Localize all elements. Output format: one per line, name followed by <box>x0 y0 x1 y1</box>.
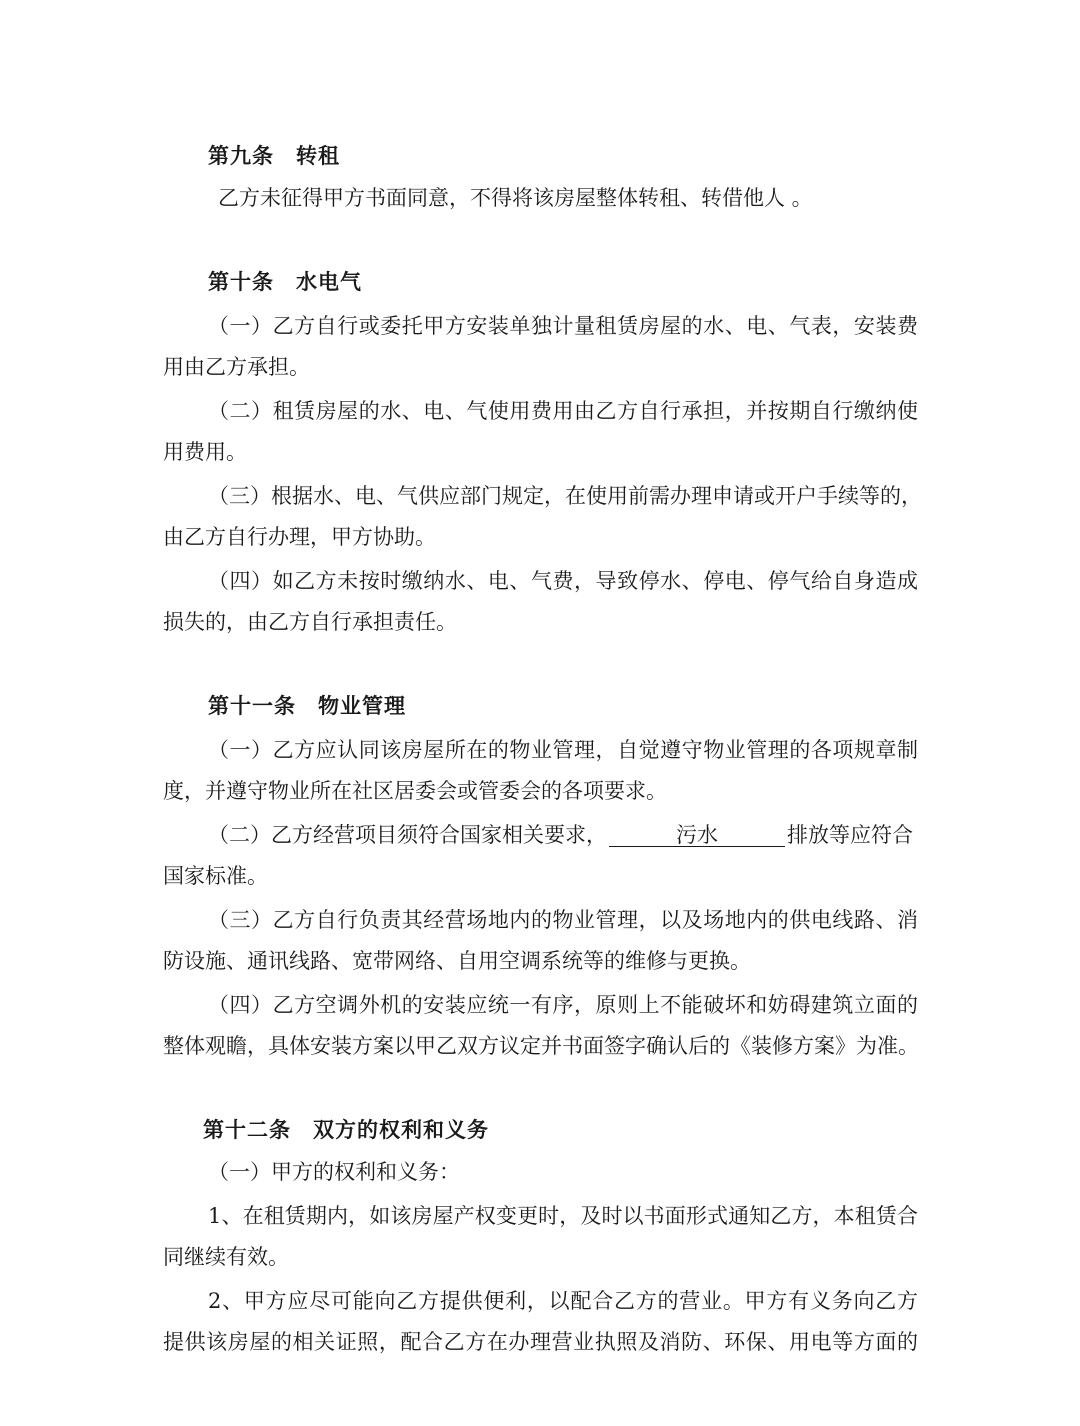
article-11-line: 国家标准。 <box>163 864 268 888</box>
article-10-line: （二）租赁房屋的水、电、气使用费用由乙方自行承担，并按期自行缴纳使 <box>208 399 918 423</box>
article-9-title: 转租 <box>296 143 340 168</box>
article-10-heading <box>208 266 362 296</box>
fill-in-blank-field: 污水 <box>609 824 785 847</box>
article-12-line: 2、甲方应尽可能向乙方提供便利，以配合乙方的营业。甲方有义务向乙方 <box>208 1289 918 1313</box>
article-10-line: 由乙方自行办理，甲方协助。 <box>163 525 436 549</box>
article-10-line: （三）根据水、电、气供应部门规定，在使用前需办理申请或开户手续等的， <box>208 484 922 508</box>
article-12-number: 第十二条 <box>203 1117 291 1142</box>
article-10-line: （四）如乙方未按时缴纳水、电、气费，导致停水、停电、停气给自身造成 <box>208 569 918 593</box>
article-11-title: 物业管理 <box>318 693 406 718</box>
article-12-line: 1、在租赁期内，如该房屋产权变更时，及时以书面形式通知乙方，本租赁合 <box>208 1204 918 1228</box>
article-10-title: 水电气 <box>296 269 362 294</box>
article-9-body: 乙方未征得甲方书面同意，不得将该房屋整体转租、转借他人 。 <box>218 186 813 210</box>
article-11-item-2-prefix: （二）乙方经营项目须符合国家相关要求， <box>208 823 607 847</box>
article-10-number: 第十条 <box>208 269 274 294</box>
article-12-heading <box>203 1114 489 1144</box>
article-10-line: 用由乙方承担。 <box>163 355 310 379</box>
article-11-line: 整体观瞻，具体安装方案以甲乙双方议定并书面签字确认后的《装修方案》为准。 <box>163 1034 919 1058</box>
article-11-item-2 <box>208 819 913 849</box>
article-11-line: （四）乙方空调外机的安装应统一有序，原则上不能破坏和妨碍建筑立面的 <box>208 993 918 1017</box>
article-11-heading <box>208 690 406 720</box>
article-10-line: 用费用。 <box>163 440 247 464</box>
article-11-item-2-suffix: 排放等应符合 <box>787 823 913 847</box>
article-11-line: 防设施、通讯线路、宽带网络、自用空调系统等的维修与更换。 <box>163 949 751 973</box>
article-9-number: 第九条 <box>208 143 274 168</box>
article-11-line: 度，并遵守物业所在社区居委会或管委会的各项要求。 <box>163 779 667 803</box>
article-10-line: 损失的，由乙方自行承担责任。 <box>163 610 457 634</box>
article-9-heading <box>208 140 340 170</box>
article-11-number: 第十一条 <box>208 693 296 718</box>
article-10-line: （一）乙方自行或委托甲方安装单独计量租赁房屋的水、电、气表，安装费 <box>208 314 918 338</box>
article-12-line: 提供该房屋的相关证照，配合乙方在办理营业执照及消防、环保、用电等方面的 <box>163 1330 918 1354</box>
article-11-line: （三）乙方自行负责其经营场地内的物业管理，以及场地内的供电线路、消 <box>208 908 918 932</box>
article-12-line: （一）甲方的权利和义务： <box>208 1160 460 1184</box>
article-12-line: 同继续有效。 <box>163 1245 289 1269</box>
article-12-title: 双方的权利和义务 <box>313 1117 489 1142</box>
article-11-line: （一）乙方应认同该房屋所在的物业管理，自觉遵守物业管理的各项规章制 <box>208 738 918 762</box>
